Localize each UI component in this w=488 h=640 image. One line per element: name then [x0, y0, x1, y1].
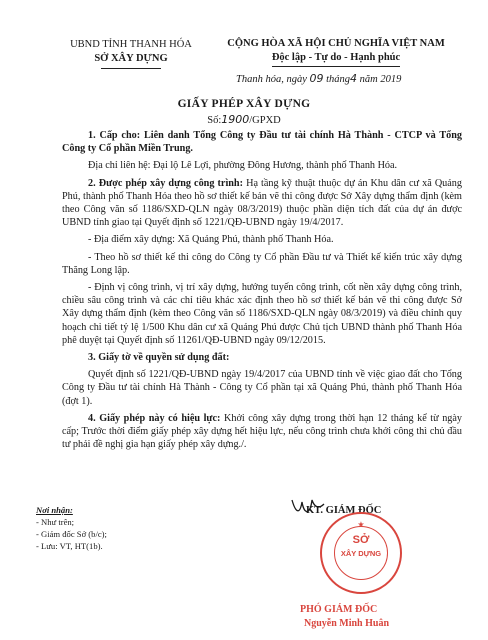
- national-heading: [218, 37, 454, 67]
- recipient-item: - Lưu: VT, HT(1b).: [36, 541, 103, 551]
- permit-number: [0, 113, 488, 126]
- issue-date: [236, 72, 401, 85]
- province-committee: UBND TỈNH THANH HÓA: [70, 39, 192, 50]
- signer-name: Nguyễn Minh Huân: [304, 618, 390, 629]
- vice-director-title: PHÓ GIÁM ĐỐC: [300, 604, 378, 615]
- land-use-decision: Quyết định số 1221/QĐ-UBND ngày 19/4/2017 của UBND tỉnh về việc giao đất cho Tổng Công ty Đầu tư tài chính Hà Thành - Công ty Cổ phần tại xã Quảng Phú, thành phố Thanh Hóa (đợt 1).: [62, 369, 462, 407]
- seal-text-bottom: XÂY DỰNG: [340, 549, 382, 558]
- permit-number-suffix: /GPXD: [249, 115, 281, 126]
- national-motto: Độc lập - Tự do - Hạnh phúc: [272, 51, 400, 67]
- recipients-label: Nơi nhận:: [36, 505, 73, 515]
- date-month-label: tháng: [326, 74, 351, 85]
- document-body: [62, 129, 462, 455]
- positioning-details: - Định vị công trình, vị trí xây dựng, hướng tuyến công trình, cốt nền xây dựng công trình, chiều sâu công trình và các chỉ tiêu khác xác định theo hồ sơ thiết kế bản vẽ thi công được Sở Xây dựng thẩm định (kèm theo Công văn số 1186/SXD-QLN ngày 08/3/2019) và điều chỉnh quy hoạch chi tiết tỷ lệ 1/500 Khu dân cư xã Quảng Phú được Chủ tịch UBND thành phố Thanh Hóa phê duyệt tại Quyết định số 11261/QĐ-UBND ngày 09/12/2015.: [62, 282, 462, 346]
- permit-number-prefix: Số:: [207, 115, 222, 126]
- contact-address: Địa chỉ liên hệ: Đại lộ Lê Lợi, phường Đông Hương, thành phố Thanh Hóa.: [88, 160, 398, 172]
- construction-location: - Địa điểm xây dựng: Xã Quảng Phú, thành phố Thanh Hóa.: [88, 234, 334, 246]
- date-year: năm 2019: [359, 74, 402, 85]
- official-seal: [320, 512, 402, 594]
- seal-text-top: SỞ: [352, 534, 370, 546]
- section-4-validity: [62, 412, 462, 452]
- section-4-text: Khởi công xây dựng trong thời hạn 12 tháng kể từ ngày cấp; Trước thời điểm giấy phép xây dựng hết hiệu lực, nếu công trình chưa khởi công thì chủ đầu tư phải đề nghị gia hạn giấy phép xây dựng./.: [62, 412, 462, 451]
- design-source: - Theo hồ sơ thiết kế thi công do Công ty Cổ phần Đầu tư và Thiết kế kiến trúc xây dựng Thăng Long lập.: [62, 251, 462, 276]
- department-name: SỞ XÂY DỰNG: [94, 53, 168, 64]
- date-prefix: Thanh hóa, ngày: [236, 74, 307, 85]
- issuing-authority: [56, 38, 206, 69]
- section-3-heading: 3. Giấy tờ về quyền sử dụng đất:: [88, 352, 230, 364]
- date-day: 09: [309, 72, 324, 85]
- signatory-position: GIÁM ĐỐC: [325, 505, 382, 516]
- header-underline: [101, 68, 161, 69]
- recipients-block: [36, 504, 107, 552]
- section-2-text: Hạ tầng kỹ thuật thuộc dự án Khu dân cư xã Quảng Phú, thành phố Thanh Hóa theo hồ sơ thiết kế bản vẽ thi công được Sở Xây dựng thẩm định (kèm theo Công văn số 1186/SXD-QLN ngày 08/3/2019) thuộc phần diện tích đất của dự án được UBND tỉnh giao tại Quyết định số 1221/QĐ-UBND ngày 19/4/2017.: [62, 177, 462, 229]
- nation-name: CỘNG HÒA XÃ HỘI CHỦ NGHĨA VIỆT NAM: [227, 38, 445, 49]
- date-month: 4: [350, 72, 358, 85]
- recipient-item: - Như trên;: [36, 517, 75, 527]
- section-4-heading: 4. Giấy phép này có hiệu lực:: [88, 412, 221, 424]
- recipient-item: - Giám đốc Sở (b/c);: [36, 529, 107, 539]
- signatory-kt: KT.: [306, 505, 324, 516]
- section-2-works: [62, 177, 462, 230]
- section-1-grantee: 1. Cấp cho: Liên danh Tổng Công ty Đầu tư tài chính Hà Thành - CTCP và Tổng Công ty Cổ phần Miền Trung.: [62, 130, 462, 155]
- permit-number-value: 1900: [221, 113, 250, 126]
- section-2-heading: 2. Được phép xây dựng công trình:: [88, 177, 243, 189]
- document-title: GIẤY PHÉP XÂY DỰNG: [177, 98, 311, 110]
- seal-star-icon: ★: [357, 520, 365, 529]
